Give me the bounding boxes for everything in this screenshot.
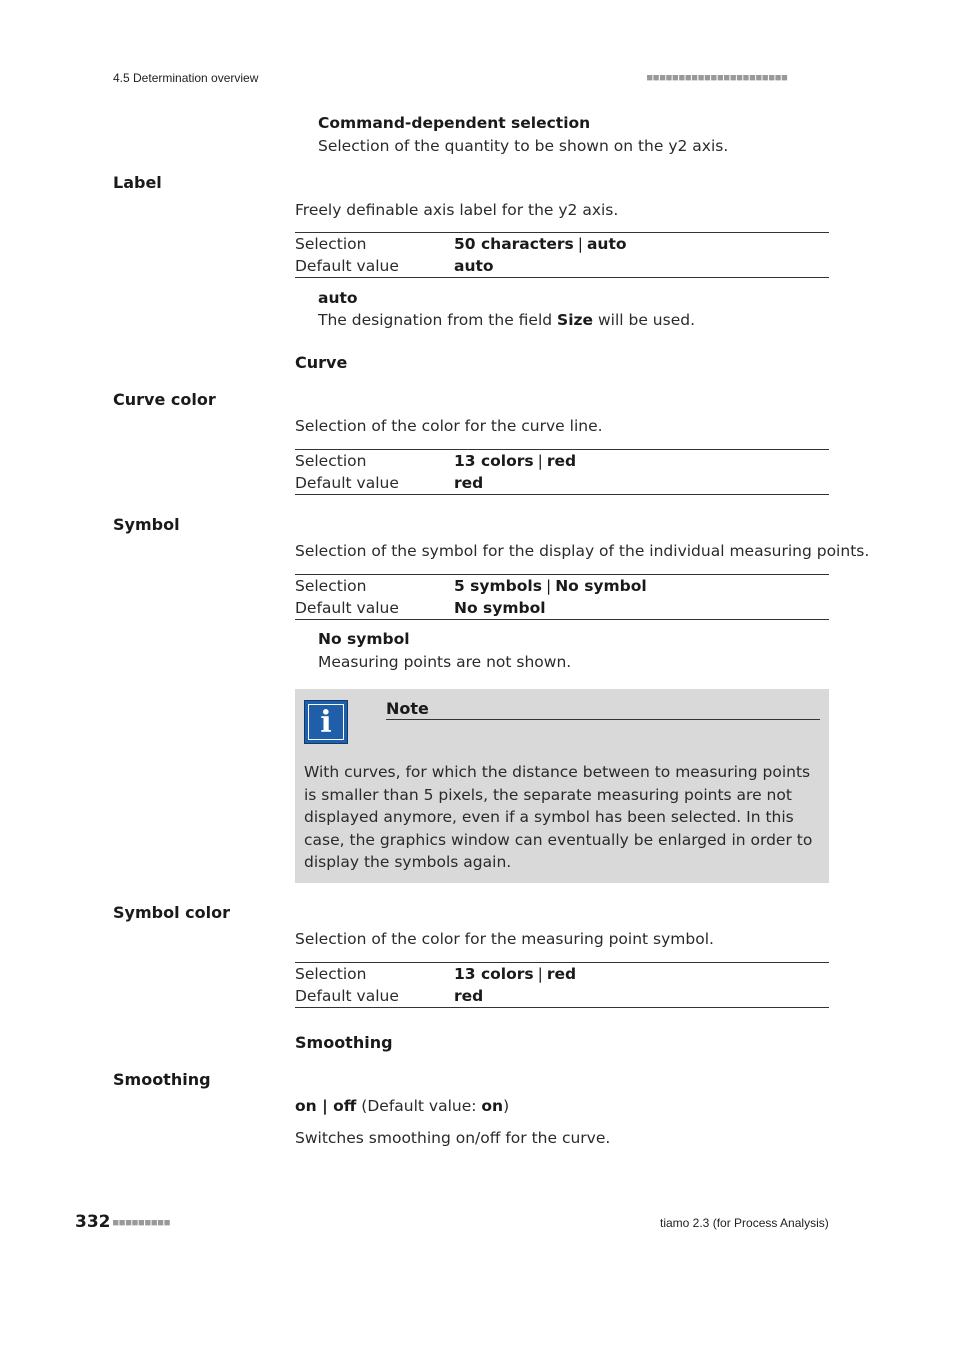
selection-key: Selection [295, 577, 367, 595]
page-number: 332 [75, 1212, 111, 1232]
option-desc-no-symbol: Measuring points are not shown. [318, 653, 572, 671]
default-key: Default value [295, 257, 399, 275]
param-symbol-heading: Symbol [113, 515, 180, 534]
default-value: red [454, 474, 484, 492]
running-header-section: 4.5 Determination overview [113, 71, 259, 85]
option-title-no-symbol: No symbol [318, 630, 410, 648]
table-row [295, 450, 829, 473]
running-header-dots: ■■■■■■■■■■■■■■■■■■■■■■ [647, 73, 789, 83]
param-symbol-color-heading: Symbol color [113, 903, 230, 922]
selection-key: Selection [295, 965, 367, 983]
table-row [295, 575, 829, 598]
default-value: auto [454, 257, 494, 275]
selection-value: 5 symbols | No symbol [454, 577, 647, 595]
footer-product: tiamo 2.3 (for Process Analysis) [660, 1216, 829, 1230]
symbol-color-selection-table [295, 962, 829, 1008]
table-row [295, 597, 829, 620]
param-symbol-desc: Selection of the symbol for the display of the individual measuring points. [295, 542, 870, 560]
note-title: Note [386, 699, 820, 720]
param-smoothing-desc: Switches smoothing on/off for the curve. [295, 1129, 611, 1147]
symbol-selection-table [295, 574, 829, 620]
param-smoothing-heading: Smoothing [113, 1070, 211, 1089]
table-row [295, 963, 829, 986]
note-text: With curves, for which the distance between to measuring points is smaller than 5 pixels, the separate measuring points are not displayed anymore, even if a symbol has been selected. In this case, the graphics window can eventually be enlarged in order to display the symbols again. [304, 763, 813, 872]
option-title-auto: auto [318, 289, 358, 307]
default-key: Default value [295, 987, 399, 1005]
param-label-heading: Label [113, 173, 162, 192]
table-row [295, 255, 829, 278]
section-heading-smoothing: Smoothing [295, 1033, 393, 1052]
note-box [295, 689, 829, 883]
selection-key: Selection [295, 235, 367, 253]
option-desc-auto: The designation from the field Size will be used. [318, 311, 696, 329]
table-row [295, 985, 829, 1008]
param-symbol-color-desc: Selection of the color for the measuring point symbol. [295, 930, 714, 948]
default-value: red [454, 987, 484, 1005]
param-smoothing-values: on | off (Default value: on) [295, 1097, 510, 1115]
default-key: Default value [295, 599, 399, 617]
info-icon: i [304, 700, 348, 744]
option-desc-command-dependent: Selection of the quantity to be shown on the y2 axis. [318, 137, 729, 155]
param-curve-color-desc: Selection of the color for the curve line. [295, 417, 603, 435]
selection-value: 50 characters | auto [454, 235, 627, 253]
curve-color-selection-table [295, 449, 829, 495]
footer-dots: ■■■■■■■■■ [113, 1218, 171, 1228]
table-row [295, 472, 829, 495]
default-value: No symbol [454, 599, 546, 617]
option-title-command-dependent: Command-dependent selection [318, 114, 591, 132]
section-heading-curve: Curve [295, 353, 348, 372]
selection-key: Selection [295, 452, 367, 470]
param-label-desc: Freely definable axis label for the y2 axis. [295, 201, 619, 219]
selection-value: 13 colors | red [454, 452, 577, 470]
selection-value: 13 colors | red [454, 965, 577, 983]
table-row [295, 233, 829, 256]
label-selection-table [295, 232, 829, 278]
default-key: Default value [295, 474, 399, 492]
param-curve-color-heading: Curve color [113, 390, 216, 409]
